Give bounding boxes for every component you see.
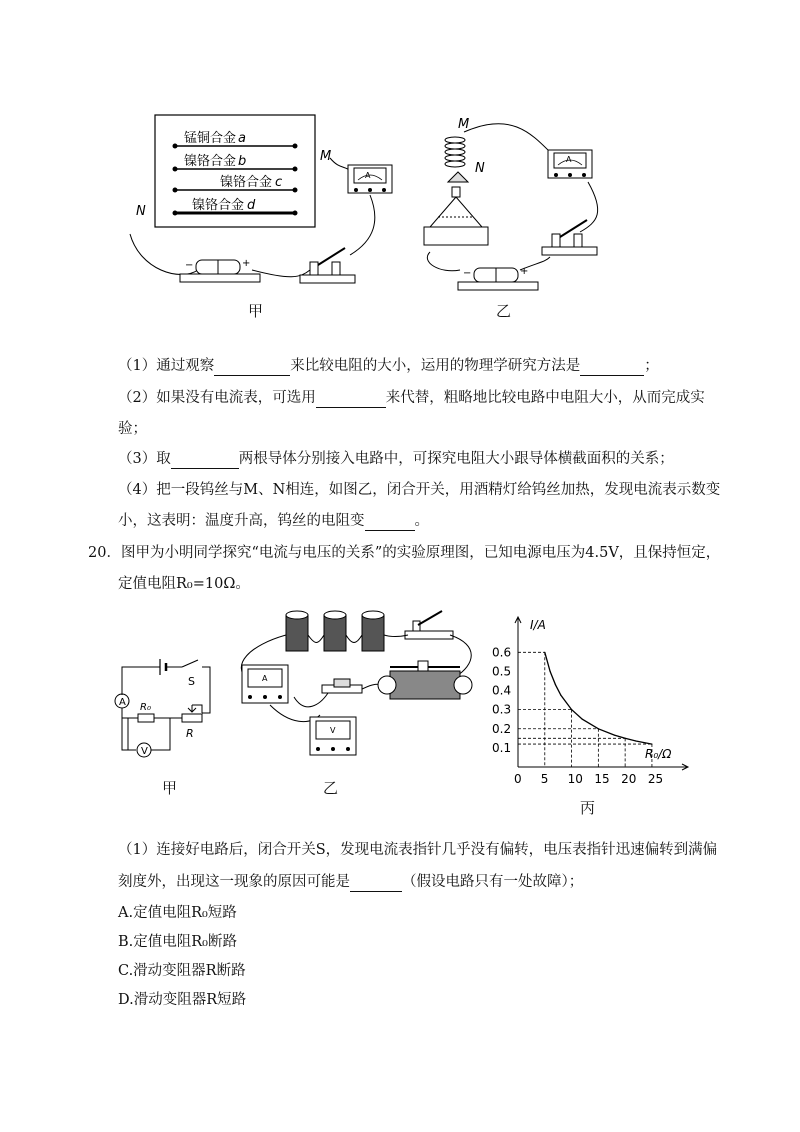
wire-d-label: 镍铬合金 <box>192 198 245 213</box>
label-n-yi: N <box>475 161 485 176</box>
ammeter-icon-yi <box>548 150 592 178</box>
data-point <box>635 740 636 741</box>
wire-a-label: 锰铜合金 <box>184 131 237 146</box>
y-tick-label: 0.5 <box>492 664 512 679</box>
battery-minus-yi: − <box>463 268 472 279</box>
ammeter-icon <box>348 165 392 193</box>
q19-blank-1 <box>214 359 290 376</box>
voltmeter-letter: V <box>330 726 336 735</box>
data-point <box>614 734 615 735</box>
data-point <box>625 738 626 739</box>
circuit-r-label: R <box>186 727 194 740</box>
q19-blank-3 <box>316 391 386 408</box>
q20-intro-line2: 定值电阻R₀=10Ω。 <box>118 576 250 592</box>
figure-jia-resistance-board <box>120 110 460 310</box>
q19-part4-cont: 小，这表明：温度升高，钨丝的电阻变 。 <box>118 513 429 529</box>
switch-icon-yi <box>542 220 597 255</box>
x-tick-label: 10 <box>567 772 583 786</box>
voltmeter-icon <box>310 717 356 755</box>
y-tick-label: 0.4 <box>492 683 512 698</box>
battery-icon-yi <box>458 266 538 290</box>
data-point <box>544 652 545 653</box>
rheostat-icon <box>378 661 472 699</box>
data-point <box>598 728 599 729</box>
ammeter-letter-2: A <box>262 674 268 683</box>
chart-y-label: I/A <box>530 618 546 632</box>
q19-part4: （4）把一段钨丝与M、N相连，如图乙，闭合开关，用酒精灯给钨丝加热，发现电流表示数变 <box>118 482 721 498</box>
option-c: C.滑动变阻器R断路 <box>118 963 246 979</box>
circuit-yi-caption: 乙 <box>323 779 339 797</box>
label-m: M <box>320 149 332 164</box>
q19-part2-cont: 验； <box>118 421 147 437</box>
battery-plus: + <box>242 258 251 269</box>
q19-blank-2 <box>580 359 644 376</box>
wire-b-letter: b <box>238 154 247 169</box>
switch-icon <box>300 248 355 283</box>
circuit-diagram-jia <box>110 655 220 765</box>
circuit-jia-caption: 甲 <box>162 779 178 797</box>
q19-blank-4 <box>171 452 239 469</box>
label-m-yi: M <box>458 117 470 132</box>
wire-b-label: 镍铬合金 <box>184 154 237 169</box>
alcohol-lamp-icon <box>424 172 488 245</box>
physical-circuit-yi <box>230 605 485 770</box>
data-point <box>651 743 652 744</box>
q20-intro-line1: 20．图甲为小明同学探究“电流与电压的关系”的实验原理图，已知电源电压为4.5V，且保持恒定， <box>88 545 721 561</box>
battery-plus-yi: + <box>520 266 529 277</box>
ammeter-letter: A <box>365 171 371 180</box>
switch-icon-2 <box>405 611 453 639</box>
option-a: A.定值电阻R₀短路 <box>118 905 237 921</box>
graph-caption: 丙 <box>580 799 596 817</box>
wire-c-letter: c <box>275 175 283 190</box>
graph-bing <box>490 615 730 790</box>
option-d: D.滑动变阻器R短路 <box>118 992 247 1008</box>
data-point <box>550 671 551 672</box>
wire-c-label: 镍铬合金 <box>220 175 273 190</box>
circuit-v-label: V <box>141 746 148 757</box>
x-tick-label: 5 <box>540 772 549 786</box>
q20-blank-1 <box>350 875 402 892</box>
q20-part1: （1）连接好电路后，闭合开关S，发现电流表指针几乎没有偏转，电压表指针迅速偏转到满偏 <box>118 842 718 858</box>
ammeter-icon-2 <box>242 665 288 703</box>
q19-part2: （2）如果没有电流表，可选用 来代替，粗略地比较电路中电阻大小，从而完成实 <box>118 390 705 406</box>
wire-d-letter: d <box>247 198 256 213</box>
data-point <box>555 684 556 685</box>
data-point <box>571 709 572 710</box>
q19-part1: （1）通过观察 来比较电阻的大小，运用的物理学研究方法是 ； <box>118 358 659 374</box>
y-tick-label: 0.2 <box>492 721 512 736</box>
x-tick-label: 15 <box>594 772 610 786</box>
data-point <box>560 695 561 696</box>
x-tick-label: 25 <box>647 772 664 786</box>
circuit-a-label: A <box>119 697 126 708</box>
data-point <box>582 719 583 720</box>
y-tick-label: 0.1 <box>492 740 512 755</box>
chart-origin-label: 0 <box>514 772 522 786</box>
battery-icon <box>180 258 260 282</box>
circuit-r0-label: R₀ <box>140 702 151 713</box>
q19-part3: （3）取 两根导体分别接入电路中，可探究电阻大小跟导体横截面积的关系； <box>118 451 674 467</box>
q20-part1-cont: 刻度外，出现这一现象的原因可能是 （假设电路只有一处故障）； <box>118 874 584 890</box>
x-tick-label: 20 <box>621 772 637 786</box>
option-b: B.定值电阻R₀断路 <box>118 934 237 950</box>
ammeter-letter-yi: A <box>566 155 572 164</box>
y-tick-label: 0.3 <box>492 702 512 717</box>
y-tick-label: 0.6 <box>492 645 512 660</box>
figure-yi-tungsten <box>420 112 620 302</box>
figure-yi-caption: 乙 <box>496 302 512 320</box>
label-n: N <box>136 204 146 219</box>
wire-a-letter: a <box>238 131 246 146</box>
q19-blank-5 <box>365 514 415 531</box>
battery-minus: − <box>185 260 194 271</box>
chart-x-label: R₀/Ω <box>645 747 672 761</box>
figure-jia-caption: 甲 <box>248 302 264 320</box>
circuit-s-label: S <box>188 675 195 688</box>
tungsten-coil-icon <box>445 137 465 167</box>
battery-cells-icon <box>286 611 384 651</box>
resistor-icon <box>322 679 362 693</box>
